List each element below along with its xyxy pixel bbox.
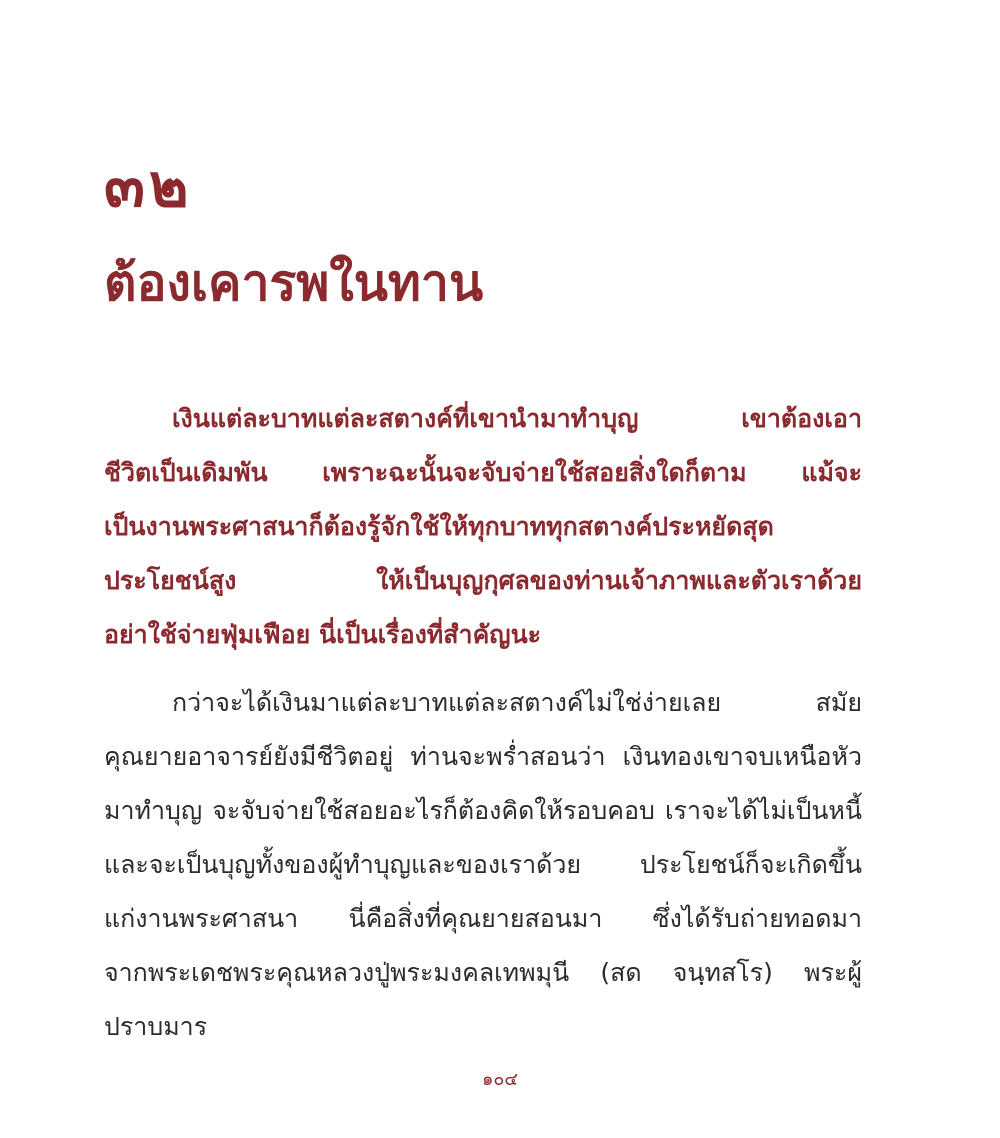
body-line: มาทำบุญ จะจับจ่ายใช้สอยอะไรก็ต้องคิดให้รอบคอบ เราจะได้ไม่เป็นหนี้ <box>104 796 862 825</box>
body-paragraph <box>104 676 862 1054</box>
quote-line: เป็นงานพระศาสนาก็ต้องรู้จักใช้ให้ทุกบาททุกสตางค์ประหยัดสุด <box>104 512 774 541</box>
quote-line: เงินแต่ละบาทแต่ละสตางค์ที่เขานำมาทำบุญ เขาต้องเอา <box>172 404 862 433</box>
chapter-number: ๓๒ <box>104 151 193 221</box>
body-line: แก่งานพระศาสนา นี่คือสิ่งที่คุณยายสอนมา ซึ่งได้รับถ่ายทอดมา <box>104 904 862 933</box>
body-line: คุณยายอาจารย์ยังมีชีวิตอยู่ ท่านจะพร่ำสอนว่า เงินทองเขาจบเหนือหัว <box>104 742 862 771</box>
quote-paragraph <box>104 392 862 662</box>
body-line: กว่าจะได้เงินมาแต่ละบาทแต่ละสตางค์ไม่ใช่ง่ายเลย สมัย <box>172 688 862 717</box>
quote-line: ประโยชน์สูง ให้เป็นบุญกุศลของท่านเจ้าภาพและตัวเราด้วย <box>104 566 862 595</box>
page-number: ๑๐๔ <box>481 1069 519 1090</box>
chapter-title: ต้องเคารพในทาน <box>104 253 484 312</box>
body-line: จากพระเดชพระคุณหลวงปู่พระมงคลเทพมุนี (สด จนฺทสโร) พระผู้ <box>104 958 862 987</box>
body-line: และจะเป็นบุญทั้งของผู้ทำบุญและของเราด้วย ประโยชน์ก็จะเกิดขึ้น <box>104 850 862 879</box>
quote-line: ชีวิตเป็นเดิมพัน เพราะฉะนั้นจะจับจ่ายใช้สอยสิ่งใดก็ตาม แม้จะ <box>104 458 862 487</box>
quote-line: อย่าใช้จ่ายฟุ่มเฟือย นี่เป็นเรื่องที่สำคัญนะ <box>104 620 542 649</box>
body-line: ปราบมาร <box>104 1012 208 1041</box>
